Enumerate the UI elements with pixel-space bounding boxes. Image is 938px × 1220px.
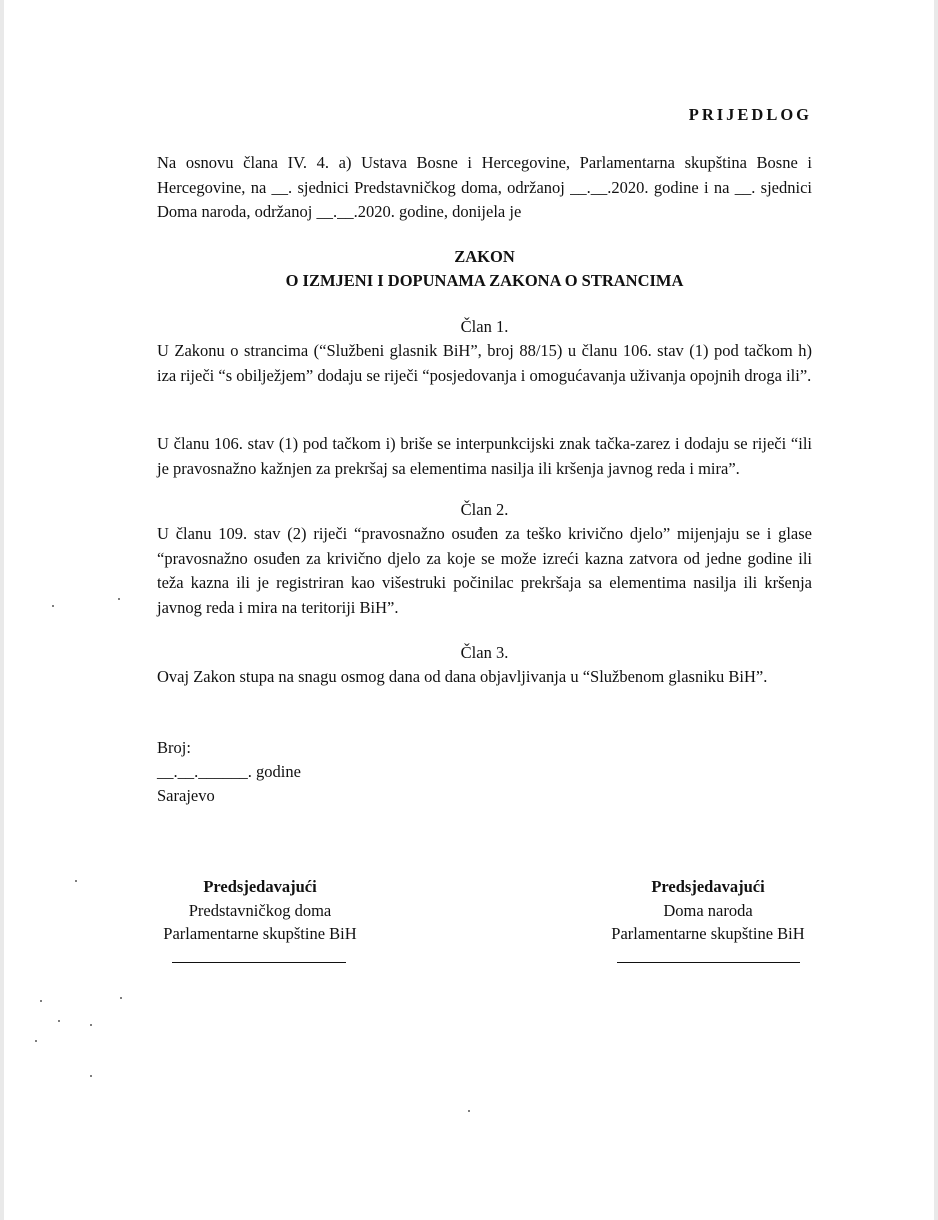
- law-subtitle: O IZMJENI I DOPUNAMA ZAKONA O STRANCIMA: [285, 271, 684, 290]
- scan-speck: [118, 598, 120, 600]
- article-2-paragraph-1: U članu 109. stav (2) riječi “pravosnažno osuđen za teško krivično djelo” mijenjaju se i glase “pravosnažno osuđen za krivično djelo za koje se može izreći kazna zatvora od jedne godine ili teža kazna ili je registriran kao višestruki počinilac prekršaja sa elementima nasilja ili kršenja javnog reda i mira na teritoriji BiH”.: [157, 524, 812, 617]
- preamble: Na osnovu člana IV. 4. a) Ustava Bosne i Hercegovine, Parlamentarna skupština Bosne i Hercegovine, na __. sjednici Predstavničkog doma, održanoj __.__.2020. godine i na __. sjednici Doma naroda, održanoj __.__.2020. godine, donijela je: [157, 153, 812, 221]
- scan-speck: [90, 1024, 92, 1026]
- page-edge-left: [0, 0, 4, 1220]
- scan-speck: [120, 997, 122, 999]
- signature-left-rule: [172, 962, 346, 963]
- proposal-label: PRIJEDLOG: [688, 105, 812, 124]
- article-2-heading: Član 2.: [460, 500, 509, 519]
- article-3-heading: Član 3.: [460, 643, 509, 662]
- signature-right-line2: Parlamentarne skupštine BiH: [611, 924, 805, 943]
- article-1-paragraph-2: U članu 106. stav (1) pod tačkom i) briše se interpunkcijski znak tačka-zarez i dodaju se riječi “ili je pravosnažno kažnjen za prekršaj sa elementima nasilja ili kršenja javnog reda i mira”.: [157, 434, 812, 478]
- page-edge-right: [934, 0, 938, 1220]
- article-1-paragraph-1: U Zakonu o strancima (“Službeni glasnik BiH”, broj 88/15) u članu 106. stav (1) pod tačkom h) iza riječi “s obilježjem” dodaju se riječi “posjedovanja i omogućavanja uživanja opojnih droga ili”.: [157, 341, 812, 385]
- place: Sarajevo: [157, 786, 215, 805]
- article-1-heading: Član 1.: [460, 317, 509, 336]
- signature-left-line1: Predstavničkog doma: [188, 901, 332, 920]
- scan-speck: [58, 1020, 60, 1022]
- scan-speck: [35, 1040, 37, 1042]
- scan-speck: [75, 880, 77, 882]
- signature-right-rule: [617, 962, 800, 963]
- scan-speck: [52, 605, 54, 607]
- date-line: __.__.______. godine: [157, 762, 301, 781]
- article-3-paragraph-1: Ovaj Zakon stupa na snagu osmog dana od dana objavljivanja u “Službenom glasniku BiH”.: [157, 667, 768, 686]
- scan-speck: [468, 1110, 470, 1112]
- signature-right-title: Predsjedavajući: [651, 877, 765, 896]
- law-title: ZAKON: [454, 247, 515, 266]
- scan-speck: [90, 1075, 92, 1077]
- number-label: Broj:: [157, 738, 191, 757]
- signature-left-line2: Parlamentarne skupštine BiH: [163, 924, 357, 943]
- scan-speck: [40, 1000, 42, 1002]
- signature-left-title: Predsjedavajući: [203, 877, 317, 896]
- signature-right-line1: Doma naroda: [663, 901, 753, 920]
